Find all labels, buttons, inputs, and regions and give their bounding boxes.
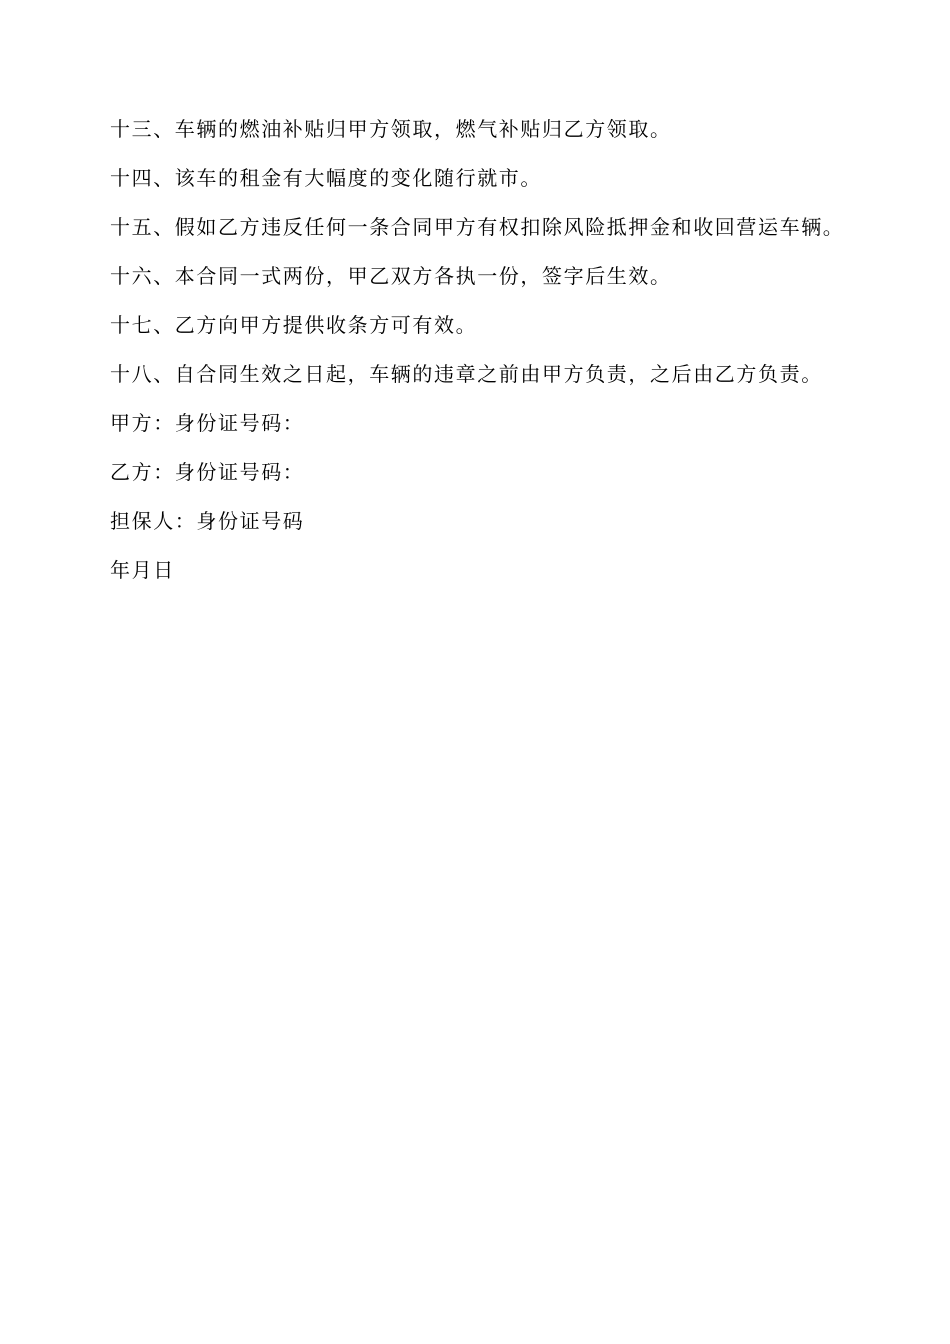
- clause-15: 十五、假如乙方违反任何一条合同甲方有权扣除风险抵押金和收回营运车辆。: [110, 215, 845, 239]
- clause-17: 十七、乙方向甲方提供收条方可有效。: [110, 313, 478, 337]
- date-line: 年月日: [110, 558, 175, 582]
- party-a-signature-line: 甲方：身份证号码：: [110, 411, 305, 435]
- clause-13: 十三、车辆的燃油补贴归甲方领取，燃气补贴归乙方领取。: [110, 117, 672, 141]
- clause-16: 十六、本合同一式两份，甲乙双方各执一份，签字后生效。: [110, 264, 672, 288]
- party-b-signature-line: 乙方：身份证号码：: [110, 460, 305, 484]
- guarantor-signature-line: 担保人：身份证号码: [110, 509, 305, 533]
- clause-18: 十八、自合同生效之日起，车辆的违章之前由甲方负责，之后由乙方负责。: [110, 362, 823, 386]
- clause-14: 十四、该车的租金有大幅度的变化随行就市。: [110, 166, 542, 190]
- document-body: [110, 116, 845, 606]
